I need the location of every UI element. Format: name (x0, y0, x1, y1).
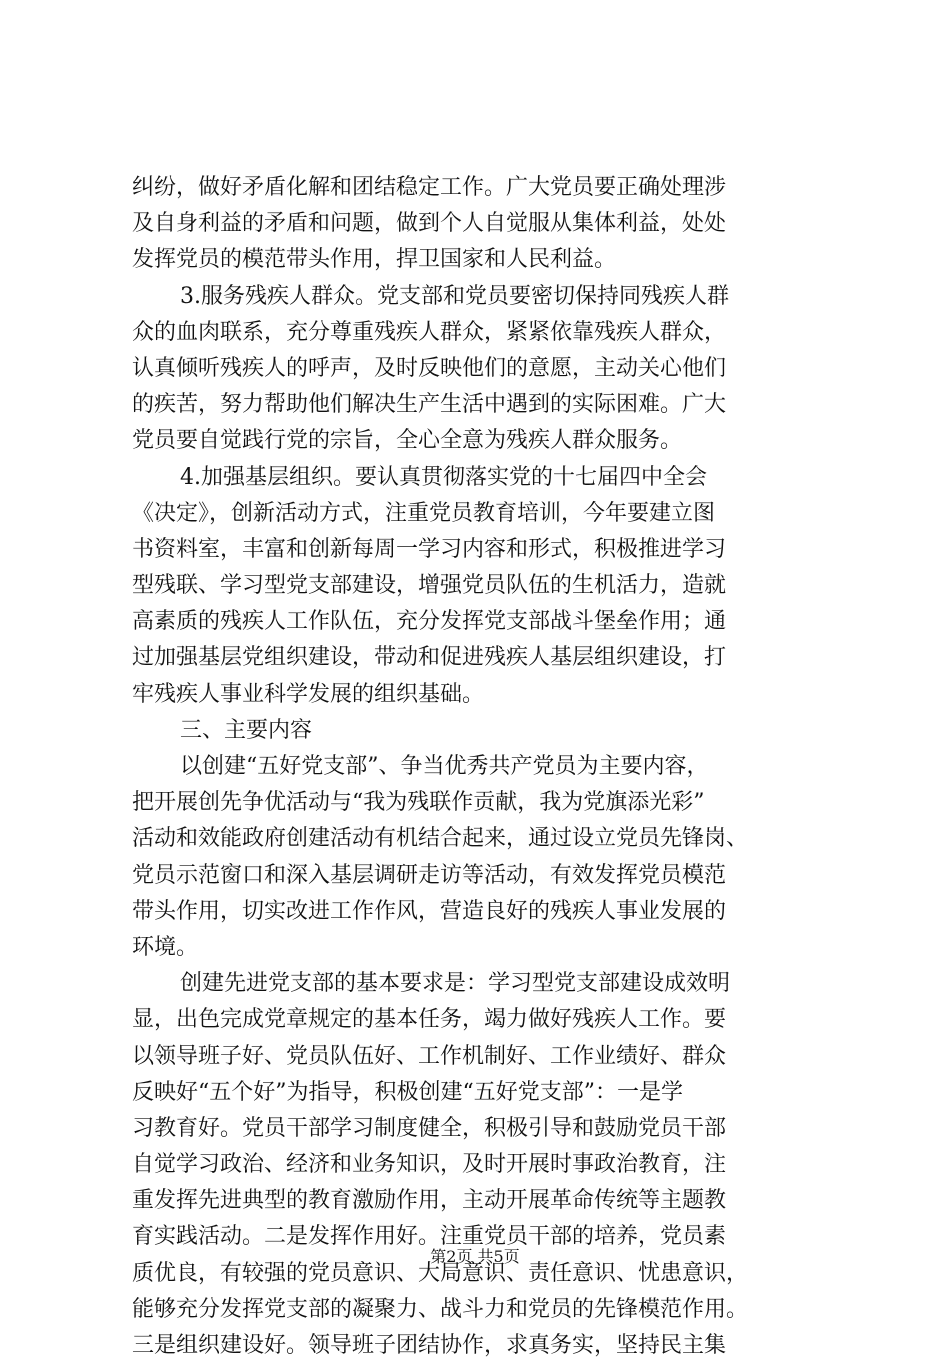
text-line: 环境。 (132, 934, 199, 960)
text-line: 活动和效能政府创建活动有机结合起来，通过设立党员先锋岗、 (132, 826, 749, 852)
text-line: 质优良，有较强的党员意识、大局意识、责任意识、忧患意识， (132, 1260, 749, 1286)
document-body (132, 170, 832, 1364)
text-line: 带头作用，切实改进工作作风，营造良好的残疾人事业发展的 (132, 898, 727, 924)
text-line: 育实践活动。二是发挥作用好。注重党员干部的培养，党员素 (132, 1224, 727, 1250)
text-line: 把开展创先争优活动与“我为残联作贡献，我为党旗添光彩” (132, 790, 705, 816)
text-line: 高素质的残疾人工作队伍，充分发挥党支部战斗堡垒作用；通 (132, 609, 727, 635)
text-line: 自觉学习政治、经济和业务知识，及时开展时事政治教育，注 (132, 1152, 727, 1178)
text-line: 以领导班子好、党员队伍好、工作机制好、工作业绩好、群众 (132, 1043, 727, 1069)
text-line: 习教育好。党员干部学习制度健全，积极引导和鼓励党员干部 (132, 1115, 727, 1141)
text-line: 重发挥先进典型的教育激励作用，主动开展革命传统等主题教 (132, 1188, 727, 1214)
text-line: 发挥党员的模范带头作用，捍卫国家和人民利益。 (132, 247, 617, 273)
text-line: 过加强基层党组织建设，带动和促进残疾人基层组织建设，打 (132, 645, 727, 671)
text-line: 的疾苦，努力帮助他们解决生产生活中遇到的实际困难。广大 (132, 392, 727, 418)
text-line: 党员示范窗口和深入基层调研走访等活动，有效发挥党员模范 (132, 862, 727, 888)
text-line: 三、主要内容 (180, 717, 313, 743)
text-line: 纠纷，做好矛盾化解和团结稳定工作。广大党员要正确处理涉 (132, 175, 727, 200)
text-line: 党员要自觉践行党的宗旨，全心全意为残疾人群众服务。 (132, 428, 683, 454)
text-line: 书资料室，丰富和创新每周一学习内容和形式，积极推进学习 (132, 536, 727, 562)
text-line: 牢残疾人事业科学发展的组织基础。 (132, 681, 485, 707)
text-line: 认真倾听残疾人的呼声，及时反映他们的意愿，主动关心他们 (132, 355, 727, 381)
text-line: 《决定》，创新活动方式，注重党员教育培训，今年要建立图 (132, 500, 716, 526)
text-line: 反映好“五个好”为指导，积极创建“五好党支部”：一是学 (132, 1079, 683, 1105)
text-line: 显，出色完成党章规定的基本任务，竭力做好残疾人工作。要 (132, 1007, 727, 1033)
page-footer: 第2页 共5页 (430, 1247, 520, 1266)
text-line: 能够充分发挥党支部的凝聚力、战斗力和党员的先锋模范作用。 (132, 1296, 749, 1322)
text-line: 创建先进党支部的基本要求是：学习型党支部建设成效明 (180, 971, 731, 997)
text-line: 及自身利益的矛盾和问题，做到个人自觉服从集体利益，处处 (132, 211, 727, 237)
text-line: 型残联、学习型党支部建设，增强党员队伍的生机活力，造就 (132, 573, 727, 599)
text-line: 3.服务残疾人群众。党支部和党员要密切保持同残疾人群 (180, 283, 729, 309)
text-line: 4.加强基层组织。要认真贯彻落实党的十七届四中全会 (180, 464, 707, 490)
text-line: 以创建“五好党支部”、争当优秀共产党员为主要内容， (180, 754, 709, 779)
text-line: 众的血肉联系，充分尊重残疾人群众，紧紧依靠残疾人群众， (132, 319, 727, 345)
text-line: 三是组织建设好。领导班子团结协作，求真务实，坚持民主集 (132, 1333, 727, 1358)
